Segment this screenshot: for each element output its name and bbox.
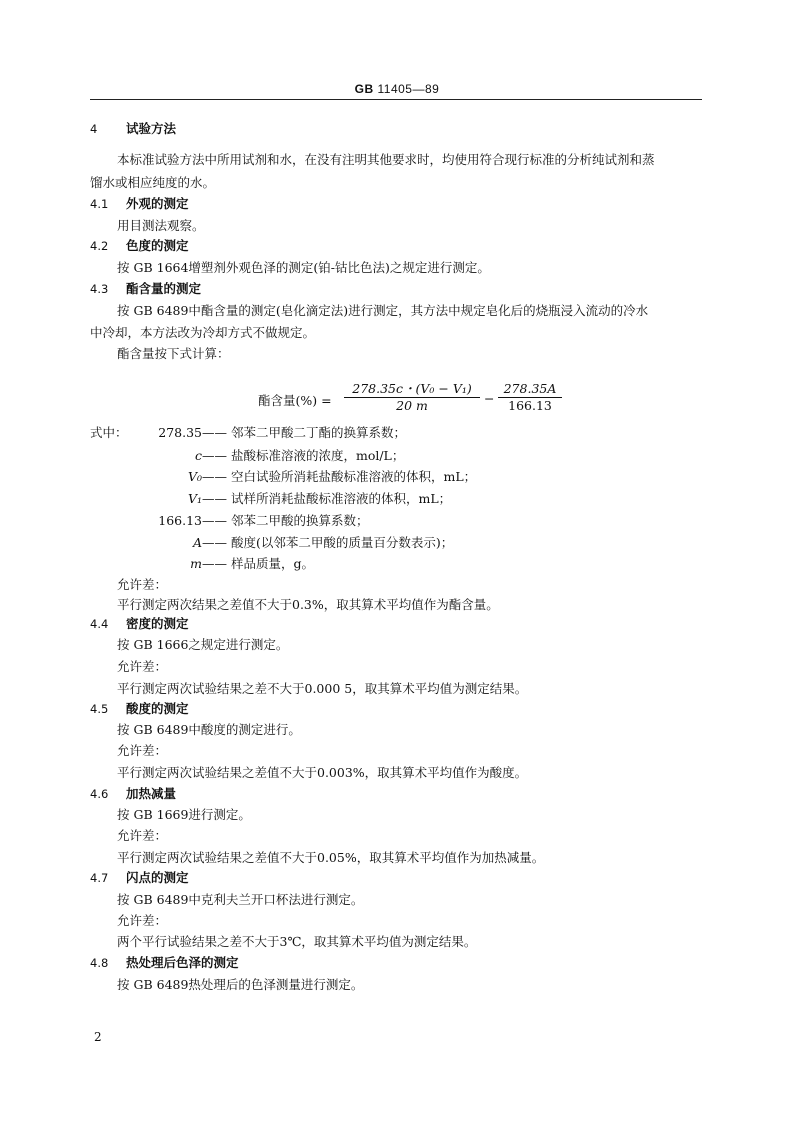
section-number: 4.8 xyxy=(90,956,109,970)
tolerance-label: 允许差： xyxy=(117,828,168,843)
tolerance-text: 两个平行试验结果之差不大于3℃，取其算术平均值为测定结果。 xyxy=(117,934,477,949)
section-title: 试验方法 xyxy=(126,121,177,136)
paragraph: 按 GB 6489中酸度的测定进行。 xyxy=(117,722,301,737)
section-4-7-heading xyxy=(90,870,189,886)
paragraph: 按 GB 1666之规定进行测定。 xyxy=(117,637,289,652)
tolerance-text: 平行测定两次结果之差值不大于0.3%，取其算术平均值作为酯含量。 xyxy=(117,597,499,612)
section-4-6-heading xyxy=(90,786,176,802)
section-4-4-heading xyxy=(90,616,189,632)
formula-minus: − xyxy=(484,391,495,406)
section-4-heading xyxy=(90,121,176,137)
variable-definition xyxy=(90,513,368,529)
formula-numerator-1: 278.35c・(V₀ − V₁) xyxy=(344,381,480,398)
variable-symbol: 278.35 xyxy=(158,425,202,440)
variable-symbol: V₁ xyxy=(187,491,202,506)
section-title: 密度的测定 xyxy=(126,616,189,631)
header-rule xyxy=(90,99,702,100)
section-title: 酯含量的测定 xyxy=(126,281,202,296)
variable-description: —— 盐酸标准溶液的浓度，mol/L； xyxy=(202,448,405,463)
section-number: 4.1 xyxy=(90,197,109,211)
formula-denominator-1: 20 m xyxy=(396,398,428,413)
formula-fraction-2 xyxy=(498,381,562,414)
paragraph: 按 GB 1669进行测定。 xyxy=(117,807,251,822)
tolerance-label: 允许差： xyxy=(117,913,168,928)
paragraph: 本标准试验方法中所用试剂和水，在没有注明其他要求时，均使用符合现行标准的分析纯试剂和蒸 xyxy=(117,152,655,167)
section-number: 4.6 xyxy=(90,787,109,801)
tolerance-text: 平行测定两次试验结果之差值不大于0.05%，取其算术平均值作为加热减量。 xyxy=(117,850,545,865)
variable-description: —— 邻苯二甲酸二丁酯的换算系数； xyxy=(202,425,406,440)
tolerance-text: 平行测定两次试验结果之差值不大于0.003%，取其算术平均值作为酸度。 xyxy=(117,765,528,780)
tolerance-text: 平行测定两次试验结果之差不大于0.000 5，取其算术平均值为测定结果。 xyxy=(117,681,528,696)
formula-lhs: 酯含量(%) = xyxy=(258,393,332,408)
paragraph: 中冷却，本方法改为冷却方式不做规定。 xyxy=(90,325,316,340)
variable-symbol: 166.13 xyxy=(158,513,202,528)
variable-description: —— 样品质量，g。 xyxy=(202,556,314,571)
variable-definition xyxy=(90,491,451,507)
paragraph: 馏水或相应纯度的水。 xyxy=(90,175,216,190)
paragraph: 按 GB 6489热处理后的色泽测量进行测定。 xyxy=(117,977,364,992)
section-4-5-heading xyxy=(90,701,189,717)
formula-fraction-1 xyxy=(344,381,480,414)
variable-symbol: A xyxy=(192,535,202,550)
section-title: 酸度的测定 xyxy=(126,701,189,716)
variable-description: —— 试样所消耗盐酸标准溶液的体积，mL； xyxy=(202,491,452,506)
section-title: 热处理后色泽的测定 xyxy=(126,955,239,970)
section-title: 外观的测定 xyxy=(126,196,189,211)
section-title: 色度的测定 xyxy=(126,238,189,253)
variable-symbol: V₀ xyxy=(187,469,202,484)
variable-definition xyxy=(90,425,406,441)
paragraph: 按 GB 6489中酯含量的测定(皂化滴定法)进行测定，其方法中规定皂化后的烧瓶浸入流动的冷水 xyxy=(117,303,649,318)
tolerance-label: 允许差： xyxy=(117,577,168,592)
tolerance-label: 允许差： xyxy=(117,743,168,758)
section-number: 4.5 xyxy=(90,702,109,716)
section-number: 4 xyxy=(90,122,98,136)
section-number: 4.4 xyxy=(90,617,109,631)
section-number: 4.2 xyxy=(90,239,109,253)
paragraph: 用目测法观察。 xyxy=(117,218,205,233)
variable-description: —— 酸度(以邻苯二甲酸的质量百分数表示)； xyxy=(202,535,454,550)
formula-denominator-2: 166.13 xyxy=(508,398,552,413)
section-4-1-heading xyxy=(90,196,189,212)
paragraph: 酯含量按下式计算： xyxy=(117,346,230,361)
section-title: 闪点的测定 xyxy=(126,870,189,885)
section-4-2-heading xyxy=(90,238,189,254)
paragraph: 按 GB 6489中克利夫兰开口杯法进行测定。 xyxy=(117,892,364,907)
standard-number: 11405—89 xyxy=(377,82,440,96)
tolerance-label: 允许差： xyxy=(117,659,168,674)
page-number: 2 xyxy=(94,1030,102,1044)
section-4-3-heading xyxy=(90,281,201,297)
section-4-8-heading xyxy=(90,955,239,971)
where-label: 式中： xyxy=(90,425,128,440)
paragraph: 按 GB 1664增塑剂外观色泽的测定(铂-钴比色法)之规定进行测定。 xyxy=(117,260,490,275)
variable-definition xyxy=(90,556,314,572)
section-number: 4.7 xyxy=(90,871,109,885)
page-header xyxy=(0,82,794,96)
formula-numerator-2: 278.35A xyxy=(498,381,562,398)
variable-symbol: m xyxy=(190,556,202,571)
variable-symbol: c xyxy=(194,448,202,463)
variable-description: —— 空白试验所消耗盐酸标准溶液的体积，mL； xyxy=(202,469,477,484)
variable-definition xyxy=(90,469,476,485)
section-number: 4.3 xyxy=(90,282,109,296)
variable-definition xyxy=(90,448,404,464)
variable-description: —— 邻苯二甲酸的换算系数； xyxy=(202,513,369,528)
section-title: 加热减量 xyxy=(126,786,177,801)
standard-code: GB xyxy=(354,82,374,96)
variable-definition xyxy=(90,535,453,551)
